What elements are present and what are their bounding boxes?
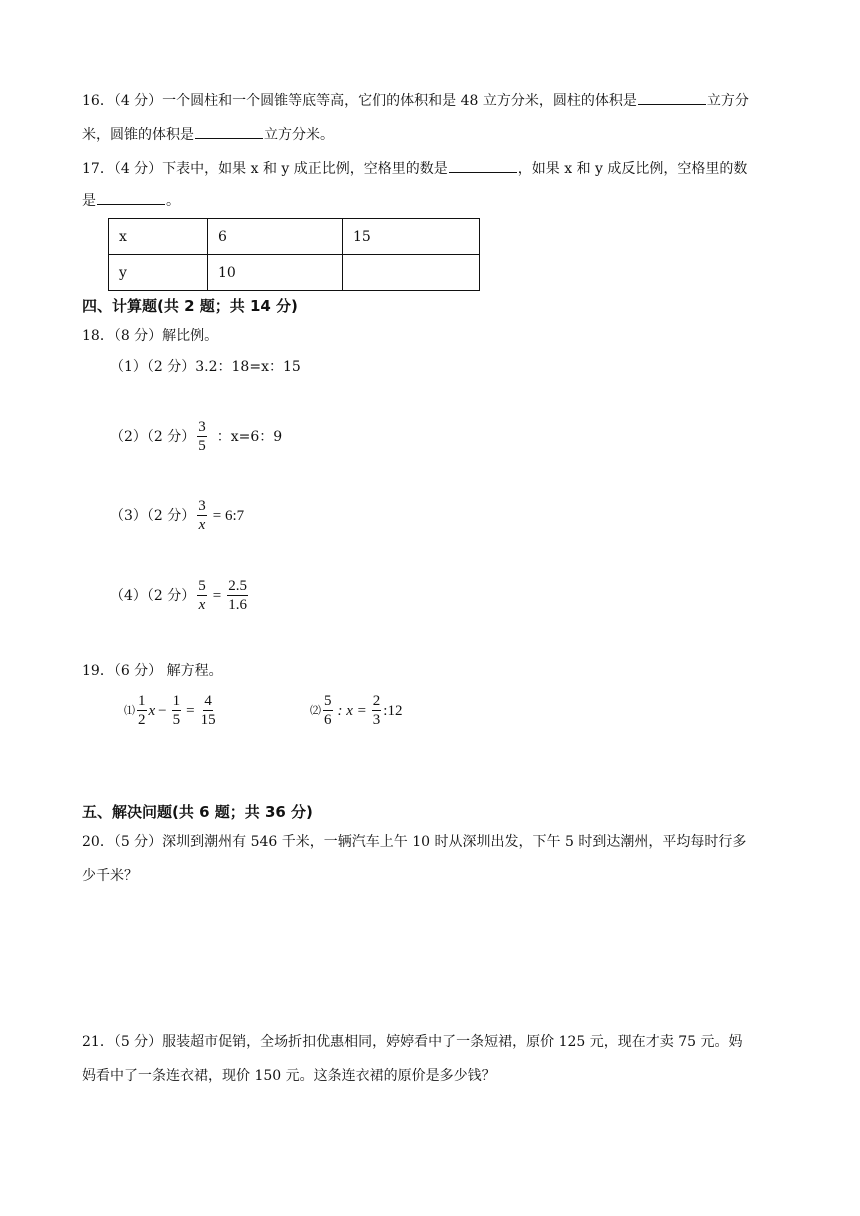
fraction [323, 692, 333, 729]
denominator: x [198, 597, 206, 613]
variable-x: x [148, 702, 156, 719]
q16-text-b: 立方分 [706, 93, 749, 109]
q18-part3 [110, 497, 244, 534]
q19-equation-1 [124, 692, 219, 729]
q18-part3-label: （3）（2 分） [110, 507, 196, 524]
section-4-title: 四、计算题(共 2 题；共 14 分) [82, 297, 298, 315]
q16-line2 [82, 124, 334, 145]
q19-e1-label: ⑴ [124, 703, 135, 717]
equals-sign: = [186, 702, 195, 719]
fraction [227, 577, 248, 614]
q18-part4-label: （4）（2 分） [110, 587, 196, 604]
denominator: 2 [138, 712, 146, 728]
q18-part1: （1）（2 分）3.2：18=x：15 [110, 359, 301, 375]
table-cell-empty[interactable] [343, 255, 480, 291]
table-cell: y [109, 255, 208, 291]
numerator: 4 [204, 693, 212, 709]
q16-text-d: 立方分米。 [264, 127, 334, 143]
table-cell: x [109, 219, 208, 255]
q17-blank-1[interactable] [449, 158, 517, 173]
fraction [197, 497, 207, 534]
denominator: 15 [200, 712, 216, 728]
q18-title: 18．（8 分）解比例。 [82, 328, 219, 344]
table-cell: 6 [208, 219, 343, 255]
fraction [200, 692, 217, 729]
q19-e2-end: :12 [383, 702, 403, 719]
q18-part2 [110, 418, 282, 455]
equals-sign: = [212, 587, 222, 604]
q19-title: 19．（6 分） 解方程。 [82, 663, 223, 679]
q17-blank-2[interactable] [97, 190, 165, 205]
q16-text-c: 米，圆锥的体积是 [82, 127, 194, 143]
fraction [137, 692, 147, 729]
numerator: 5 [198, 578, 206, 594]
numerator: 5 [324, 693, 332, 709]
q18-part4 [110, 577, 250, 614]
q16-blank-2[interactable] [195, 124, 263, 139]
q20-line1: 20．（5 分）深圳到潮州有 546 千米，一辆汽车上午 10 时从深圳出发，下午 5 时到达潮州，平均每时行多 [82, 834, 747, 850]
q16-text-a: 16．（4 分）一个圆柱和一个圆锥等底等高，它们的体积和是 48 立方分米，圆柱的体积是 [82, 93, 637, 109]
fraction [197, 577, 207, 614]
numerator: 3 [198, 419, 206, 435]
section-5-title: 五、解决问题(共 6 题；共 36 分) [82, 803, 313, 821]
q19-equation-2 [310, 692, 402, 729]
q17-line2 [82, 190, 180, 211]
table-row [109, 219, 480, 255]
q21-line1: 21．（5 分）服装超市促销，全场折扣优惠相同，婷婷看中了一条短裙，原价 125 元，现在才卖 75 元。妈 [82, 1034, 743, 1050]
q17-text-d: 。 [166, 193, 180, 209]
denominator: 5 [198, 438, 206, 454]
q16-blank-1[interactable] [638, 90, 706, 105]
q20-line2: 少千米？ [82, 868, 138, 884]
numerator: 1 [138, 693, 146, 709]
fraction [372, 692, 382, 729]
q21-line2: 妈看中了一条连衣裙，现价 150 元。这条连衣裙的原价是多少钱？ [82, 1068, 496, 1084]
q17-text-b: ，如果 x 和 y 成反比例，空格里的数 [517, 161, 748, 177]
table-row [109, 255, 480, 291]
denominator: 6 [324, 712, 332, 728]
q16-line1 [82, 90, 749, 111]
q17-line1 [82, 158, 747, 179]
numerator: 2.5 [228, 578, 247, 594]
q18-part2-label: （2）（2 分） [110, 428, 196, 445]
table-cell: 10 [208, 255, 343, 291]
denominator: x [198, 517, 206, 533]
table-cell: 15 [343, 219, 480, 255]
numerator: 1 [172, 693, 181, 709]
q17-text-c: 是 [82, 193, 96, 209]
fraction [172, 692, 182, 729]
q17-text-a: 17．（4 分）下表中，如果 x 和 y 成正比例，空格里的数是 [82, 161, 448, 177]
q19-e2-label: ⑵ [310, 703, 321, 717]
minus-sign: − [158, 702, 167, 719]
denominator: 5 [172, 712, 181, 728]
q18-part2-rest: ：x=6：9 [216, 428, 283, 445]
denominator: 1.6 [228, 597, 247, 613]
denominator: 3 [372, 712, 381, 728]
numerator: 2 [372, 693, 381, 709]
q19-e2-mid: : x = [337, 702, 367, 719]
fraction [197, 418, 207, 455]
q17-table [108, 218, 480, 291]
q18-part3-rest: = 6:7 [212, 507, 245, 524]
numerator: 3 [198, 498, 206, 514]
